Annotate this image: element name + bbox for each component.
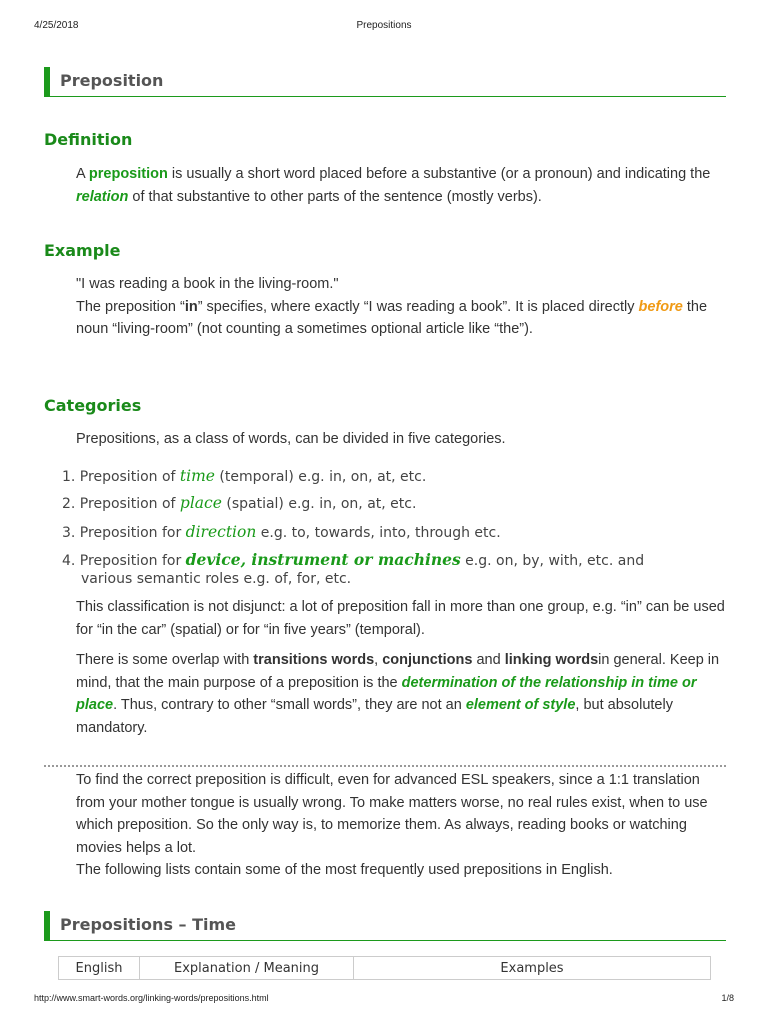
link-linking-words[interactable]: linking words	[504, 652, 599, 668]
section-title: Prepositions – Time	[60, 915, 237, 934]
text: . Thus, contrary to other “small words”, they are not an	[113, 697, 466, 713]
categories-intro: Prepositions, as a class of words, can be divided in five categories.	[76, 431, 506, 447]
text: To find the correct preposition is difficult, even for advanced ESL speakers, since a 1:1 translation from your mother tongue is usually wrong. To make matters worse, no real rules exist, when to use which preposition. So the only way is, to memorize them. As always, reading books or watching movies helps a lot.	[76, 772, 708, 856]
column-header-explanation: Explanation / Meaning	[140, 957, 354, 980]
keyword-direction: direction	[185, 523, 257, 541]
definition-heading: Definition	[44, 130, 133, 149]
text: 1. Preposition of	[62, 469, 180, 485]
text: There is some overlap with	[76, 652, 254, 668]
category-item	[62, 467, 726, 486]
keyword-determination: determination of the relationship in time or place	[76, 674, 697, 713]
definition-paragraph	[76, 163, 726, 208]
section-header-preposition	[44, 67, 726, 97]
text: ” specifies, where exactly “I was reading a book”. It is placed directly	[197, 298, 639, 315]
keyword-place: place	[179, 494, 222, 512]
text: of that substantive to other parts of the sentence (mostly verbs).	[128, 188, 542, 205]
example-paragraph	[76, 273, 726, 341]
text: 4. Preposition for	[62, 553, 186, 569]
keyword-before: before	[638, 298, 683, 315]
section-title: Preposition	[60, 71, 164, 90]
text: The preposition “	[76, 298, 185, 315]
dotted-divider	[44, 765, 726, 767]
text: , but absolutely mandatory.	[76, 697, 673, 736]
print-date: 4/25/2018	[34, 20, 79, 31]
keyword-in: in	[184, 298, 198, 315]
text: the noun “living-room” (not counting a sometimes optional article like “the”).	[76, 298, 708, 337]
keyword-relation: relation	[76, 188, 129, 205]
text: ,	[374, 652, 383, 668]
text: in general. Keep in mind, that the main purpose of a preposition is the	[76, 652, 720, 691]
keyword-element-of-style: element of style	[465, 697, 576, 713]
text: e.g. to, towards, into, through etc.	[256, 525, 501, 541]
text: 3. Preposition for	[62, 525, 186, 541]
categories-heading: Categories	[44, 396, 142, 415]
category-item	[62, 523, 726, 542]
text: various semantic roles e.g. of, for, etc.	[81, 571, 352, 587]
text: (spatial) e.g. in, on, at, etc.	[221, 496, 417, 512]
page-url: http://www.smart-words.org/linking-words/prepositions.html	[34, 993, 269, 1003]
print-header	[0, 20, 768, 34]
keyword-time: time	[179, 467, 215, 485]
section-header-time	[44, 911, 726, 941]
page-number: 1/8	[721, 993, 734, 1003]
example-quote: "I was reading a book in the living-room."	[76, 276, 339, 292]
text: The following lists contain some of the most frequently used prepositions in English.	[76, 862, 613, 878]
link-conjunctions[interactable]: conjunctions	[382, 652, 473, 668]
link-transition-words[interactable]: transitions words	[253, 652, 375, 668]
print-footer	[0, 993, 768, 1007]
text: (temporal) e.g. in, on, at, etc.	[214, 469, 427, 485]
example-heading: Example	[44, 241, 121, 260]
column-header-english: English	[59, 957, 140, 980]
closing-paragraph	[76, 769, 726, 882]
category-item	[62, 551, 726, 588]
time-prepositions-table	[58, 956, 711, 980]
classification-paragraph: This classification is not disjunct: a lot of preposition fall in more than one group, e.g. “in” can be used for “in the car” (spatial) or for “in five years” (temporal).	[76, 599, 725, 638]
text: and	[472, 652, 505, 668]
keyword-device: device, instrument or machines	[185, 550, 461, 569]
overlap-paragraph	[76, 649, 726, 739]
print-title: Prepositions	[356, 20, 412, 31]
column-header-examples: Examples	[354, 957, 711, 980]
keyword-preposition: preposition	[88, 166, 168, 182]
text: e.g. on, by, with, etc. and	[460, 553, 645, 569]
text: A	[76, 166, 89, 182]
text: is usually a short word placed before a substantive (or a pronoun) and indicating the	[167, 166, 711, 182]
table-header-row	[59, 957, 711, 980]
text: 2. Preposition of	[62, 496, 180, 512]
category-item	[62, 494, 726, 513]
